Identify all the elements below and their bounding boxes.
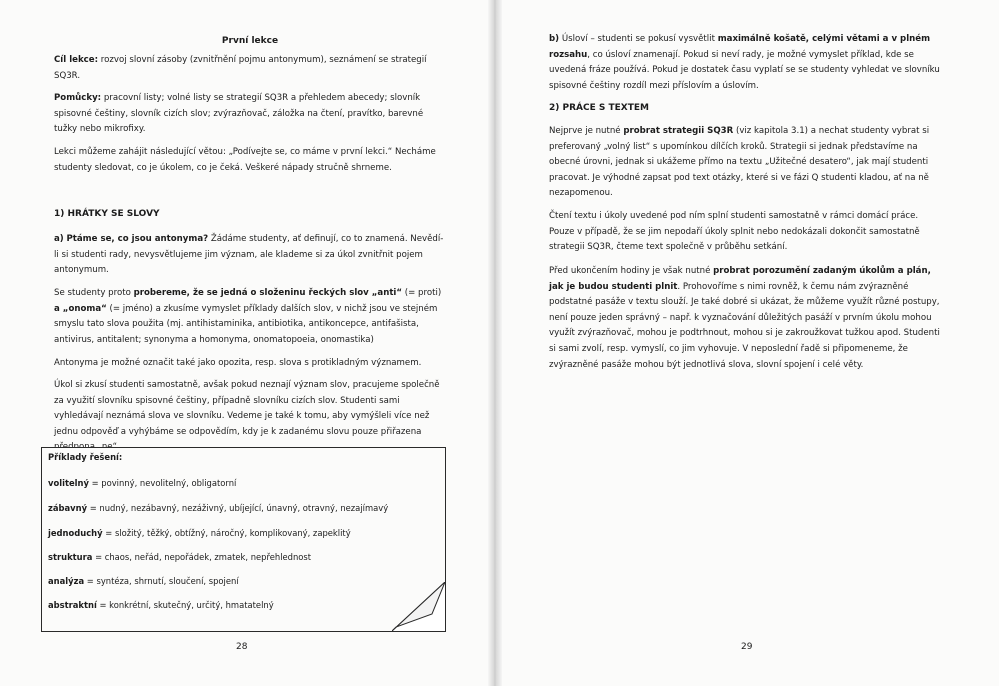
- para-b-text1: Se studenty proto: [54, 288, 134, 298]
- paragraph-opposites: Antonyma je možné označit také jako opozita, resp. slova s protikladným významem.: [54, 358, 422, 368]
- example-item: [48, 502, 388, 515]
- para-b-bold1: probereme, že se jedná o složeninu řeckých slov „anti“: [133, 288, 403, 298]
- para-3-text2: . Prohovoříme s nimi rovněž, k čemu nám zvýrazněné podstatné pasáže v textu slouží. Je také dobré si ukázat, že můžeme využít různé postupy, není pouze jeden správný – např. k vyznačování důležitých pasáží v prvním úkolu mohou využít zvýrazňovač, mohou je podtrhnout, mohou si je zakroužkovat tužkou apod. Studenti si sami zvolí, resp. vymyslí, co jim vyhovuje. V neposlední řadě si připomeneme, že zvýrazněné pasáže mohou být jednotlivá slova, slovní spojení i celé věty.: [549, 281, 940, 370]
- para-3-text1: Před ukončením hodiny je však nutné: [549, 266, 714, 276]
- paragraph-idioms: [549, 32, 946, 94]
- example-item: [48, 527, 351, 540]
- para-b-bold1: maximálně košatě, celými větami a v plném rozsahu: [549, 34, 931, 60]
- section-heading-word-games: 1) HRÁTKY SE SLOVY: [54, 209, 160, 219]
- paragraph-homework: Čtení textu i úkoly uvedené pod ním splní studenti samostatně v rámci domácí práce. Pouze v případě, že se jim nepodaří úkoly splnit nebo nedokázali dokončit samostatně strategii SQ3R, čteme text společně v průběhu setkání.: [549, 211, 920, 253]
- para-3-bold1: probrat porozumění zadaným úkolům a plán, jak je budou studenti plnit: [549, 266, 931, 292]
- example-answer: = chaos, neřád, nepořádek, zmatek, nepřehlednost: [92, 552, 312, 562]
- para-b-bold2: a „onoma“: [54, 303, 107, 314]
- goal-text: rozvoj slovní zásoby (zvnitřnění pojmu antonymum), seznámení se strategií SQ3R.: [54, 55, 427, 81]
- para-1-bold1: probrat strategii SQ3R: [623, 126, 734, 136]
- para-b-text3: (= jméno) a zkusíme vymyslet příklady dalších slov, v nichž jsou ve stejném smyslu tato slova použita (mj. antihistaminika, antibiotika, antikoncepce, antifašista, antivirus, antitalent; synonyma a homonyma, onomatopoeia, onomastika): [54, 303, 438, 345]
- book-spine: [488, 0, 502, 686]
- example-item: [48, 477, 236, 490]
- example-word: jednoduchý: [48, 528, 103, 538]
- example-word: zábavný: [48, 503, 88, 513]
- example-answer: = složitý, těžký, obtížný, náročný, komplikovaný, zapeklitý: [102, 528, 351, 538]
- goal-label: Cíl lekce:: [54, 55, 99, 65]
- example-answer: = syntéza, shrnutí, sloučení, spojení: [84, 576, 239, 586]
- lesson-aids: [54, 91, 446, 138]
- para-b-text2: (= proti): [402, 288, 442, 298]
- example-answer: = povinný, nevolitelný, obligatorní: [88, 478, 237, 488]
- examples-title: Příklady řešení:: [48, 452, 123, 462]
- para-b-label: b): [549, 34, 560, 44]
- section-heading-text-work: 2) PRÁCE S TEXTEM: [549, 103, 649, 113]
- example-word: abstraktní: [48, 600, 97, 610]
- example-answer: = nudný, nezábavný, nezáživný, ubíjející, únavný, otravný, nezajímavý: [87, 503, 389, 513]
- lesson-goal: [54, 53, 446, 84]
- paragraph-lesson-end: [549, 264, 946, 373]
- para-b-text1: Úsloví – studenti se pokusí vysvětlit: [559, 34, 718, 44]
- paragraph-antonyms-question: [54, 232, 446, 279]
- para-1-text1: Nejprve je nutné: [549, 126, 624, 136]
- paragraph-independent-task: Úkol si zkusí studenti samostatně, avšak pokud neznají význam slov, pracujeme společně za využití slovníku spisovné češtiny, případně slovníku cizích slov. Studenti sami vyhledávají neznámá slova ve slovníku. Vedeme je také k tomu, aby vymýšleli více než jednu odpověď a vyhýbáme se odpovědím, kdy je k zadanému slovu pouze přiřazena: [54, 380, 440, 437]
- lesson-intro: Lekci můžeme zahájit následující větou: „Podívejte se, co máme v první lekci.“ Necháme studenty sledovat, co je úkolem, co je čeká. Veškeré nápady stručně shrneme.: [54, 147, 436, 173]
- page-curl-icon: [392, 582, 445, 631]
- para-1-text2: (viz kapitola 3.1) a nechat studenty vybrat si preferovaný „volný list“ s upomínkou dílčích kroků. Strategii si jednak představíme na obecné úrovni, jednak si ukážeme přímo na textu „Užitečné desatero“, jak mají studenti pracovat. Je výhodné zapsat pod text otázky, které si ve fázi Q studenti kladou, ať na ně nezapomenou.: [549, 126, 930, 199]
- para-a-label: a): [54, 234, 64, 244]
- para-a-bold: Ptáme se, co jsou antonyma?: [66, 234, 209, 244]
- example-word: analýza: [48, 576, 85, 586]
- example-word: struktura: [48, 552, 93, 562]
- example-word: volitelný: [48, 478, 89, 488]
- aids-text: pracovní listy; volné listy se strategií SQ3R a přehledem abecedy; slovník spisovné češtiny, slovník cizích slov; zvýrazňovač, záložka na čtení, pravítko, barevné tužky nebo mikrofixy.: [54, 93, 424, 135]
- example-item: [48, 599, 274, 612]
- example-answer: = konkrétní, skutečný, určitý, hmatatelný: [96, 600, 274, 610]
- example-item: [48, 551, 311, 564]
- para-b-text2: , co úsloví znamenají. Pokud si neví rady, je možné vymyslet příklad, kde se uvedená fráze používá. Pokud je dostatek času vyplatí se se studenty vyhledat ve slovníku spisovné češtiny rozdíl mezi příslovím a úslovím.: [549, 49, 940, 91]
- lesson-title: První lekce: [221, 36, 279, 46]
- para-a-text: Žádáme studenty, ať definují, co to znamená. Nevědí-li si studenti rady, nevysvětlujeme jim význam, ale klademe si za úkol zvnitřnit pojem antonymum.: [54, 234, 444, 276]
- paragraph-sq3r-strategy: [549, 124, 946, 202]
- paragraph-greek-words: [54, 286, 446, 348]
- page-number-right: 29: [741, 642, 753, 652]
- example-item: [48, 575, 239, 588]
- aids-label: Pomůcky:: [54, 93, 102, 103]
- page-number-left: 28: [236, 642, 248, 652]
